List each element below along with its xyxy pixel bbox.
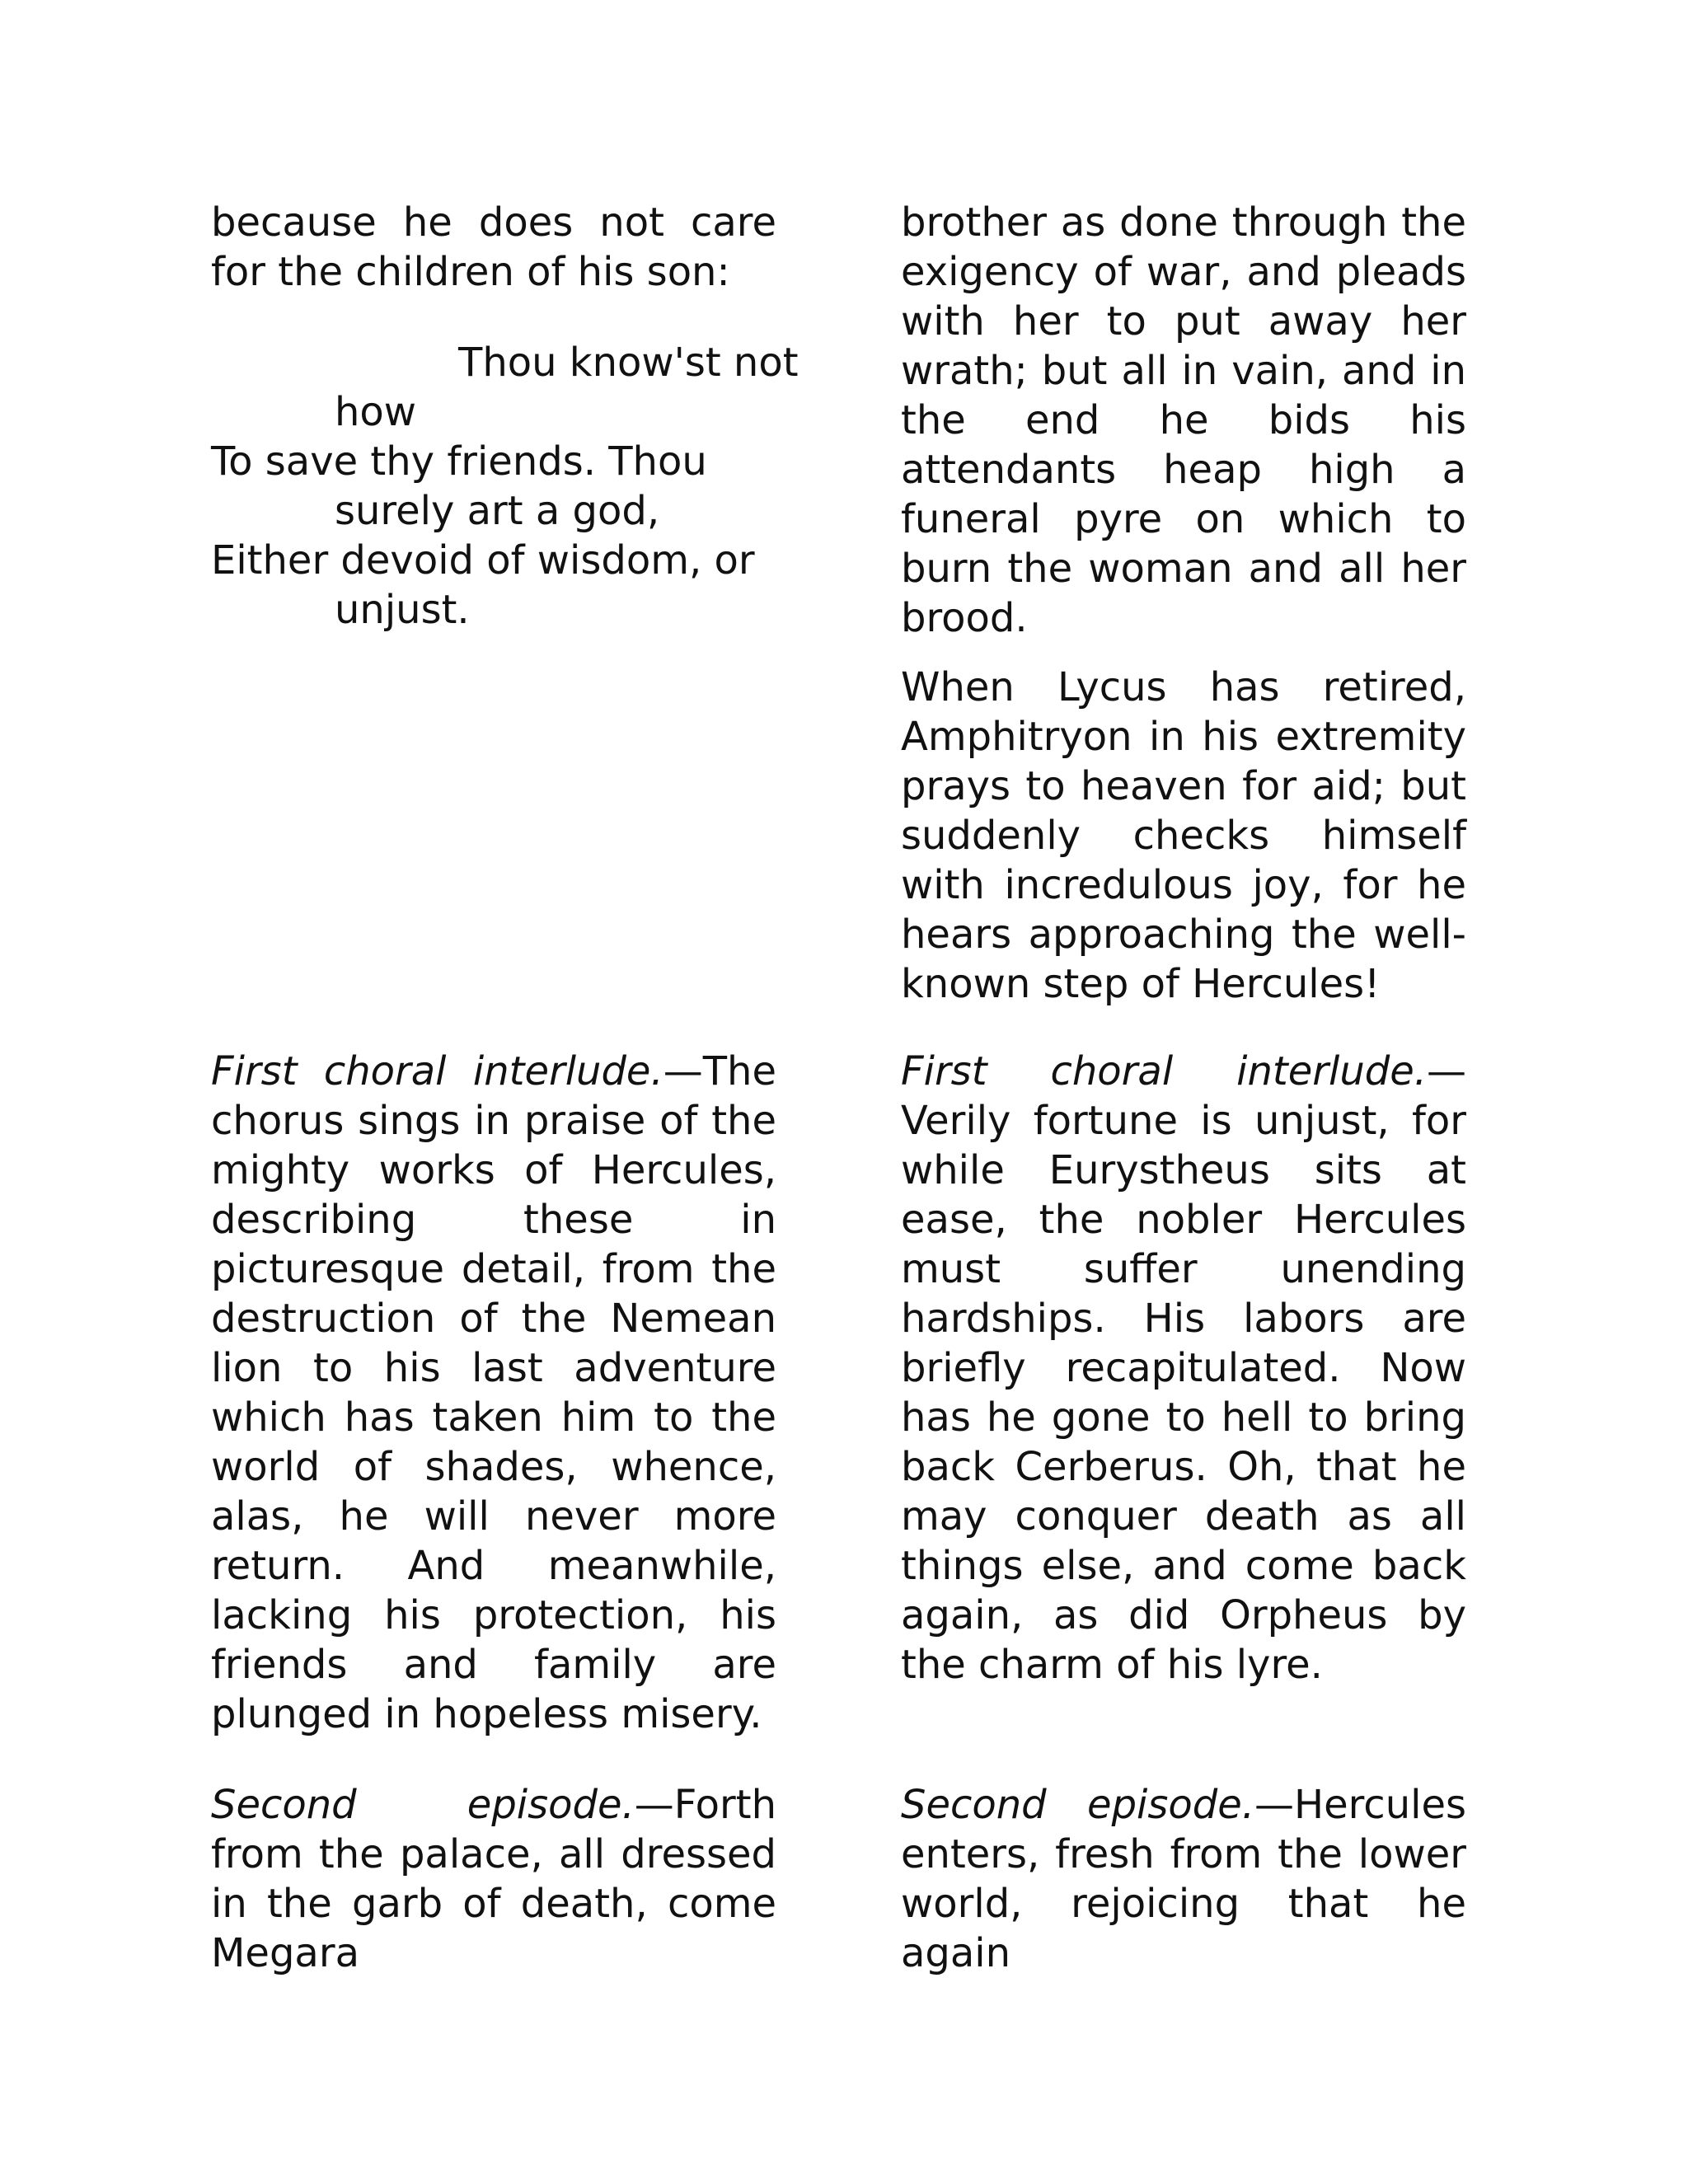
left-choral-interlude xyxy=(211,1047,776,1739)
verse-quotation xyxy=(211,338,799,635)
right-choral-interlude xyxy=(901,1047,1466,1690)
right-second-paragraph xyxy=(901,1780,1466,1978)
verse-line-4: surely art a god, xyxy=(335,488,660,534)
right-top-section xyxy=(901,198,1466,1009)
right-choral-heading: First choral interlude. xyxy=(901,1048,1427,1094)
right-second-text: —Hercules enters, fresh from the lower world, rejoicing that he again xyxy=(901,1782,1466,1976)
right-second-episode xyxy=(901,1780,1466,1978)
verse-line-1: Thou know'st not xyxy=(458,340,799,386)
verse-line-5: Either devoid of wisdom, or xyxy=(211,537,755,583)
left-second-text: —Forth from the palace, all dressed in the garb of death, come Megara xyxy=(211,1782,776,1976)
left-intro-text: because he does not care for the children of his son: xyxy=(211,199,776,295)
verse-line-3: To save thy friends. Thou xyxy=(211,438,707,485)
left-second-episode xyxy=(211,1780,776,1978)
right-paragraph-1: brother as done through the exigency of war, and pleads with her to put away her wrath; but all in vain, and in the end he bids his attendants heap high a funeral pyre on which to burn the woman and all her brood. xyxy=(901,199,1466,641)
left-intro-paragraph xyxy=(211,198,776,297)
left-second-heading: Second episode. xyxy=(211,1782,635,1828)
right-choral-paragraph xyxy=(901,1047,1466,1690)
right-second-heading: Second episode. xyxy=(901,1782,1254,1828)
left-choral-text: —The chorus sings in praise of the mighty works of Hercules, describing these in picturesque detail, from the destruction of the Nemean lion to his last adventure which has taken him to the world of shades, whence, alas, he will never more return. And meanwhile, lacking his protection, his friends and family are plunged in hopeless misery. xyxy=(211,1048,776,1737)
verse-line-6: unjust. xyxy=(335,587,470,633)
verse-line-2: how xyxy=(335,389,417,435)
left-second-paragraph xyxy=(211,1780,776,1978)
left-choral-paragraph xyxy=(211,1047,776,1739)
left-choral-heading: First choral interlude. xyxy=(211,1048,663,1094)
right-choral-text: —Verily fortune is unjust, for while Eurystheus sits at ease, the nobler Hercules must suffer unending hardships. His labors are briefly recapitulated. Now has he gone to hell to bring back Cerberus. Oh, that he may conquer death as all things else, and come back again, as did Orpheus by the charm of his lyre. xyxy=(901,1048,1466,1688)
right-paragraph-2: When Lycus has retired, Amphitryon in his extremity prays to heaven for aid; but suddenly checks himself with incredulous joy, for he hears approaching the well-known step of Hercules! xyxy=(901,664,1466,1007)
